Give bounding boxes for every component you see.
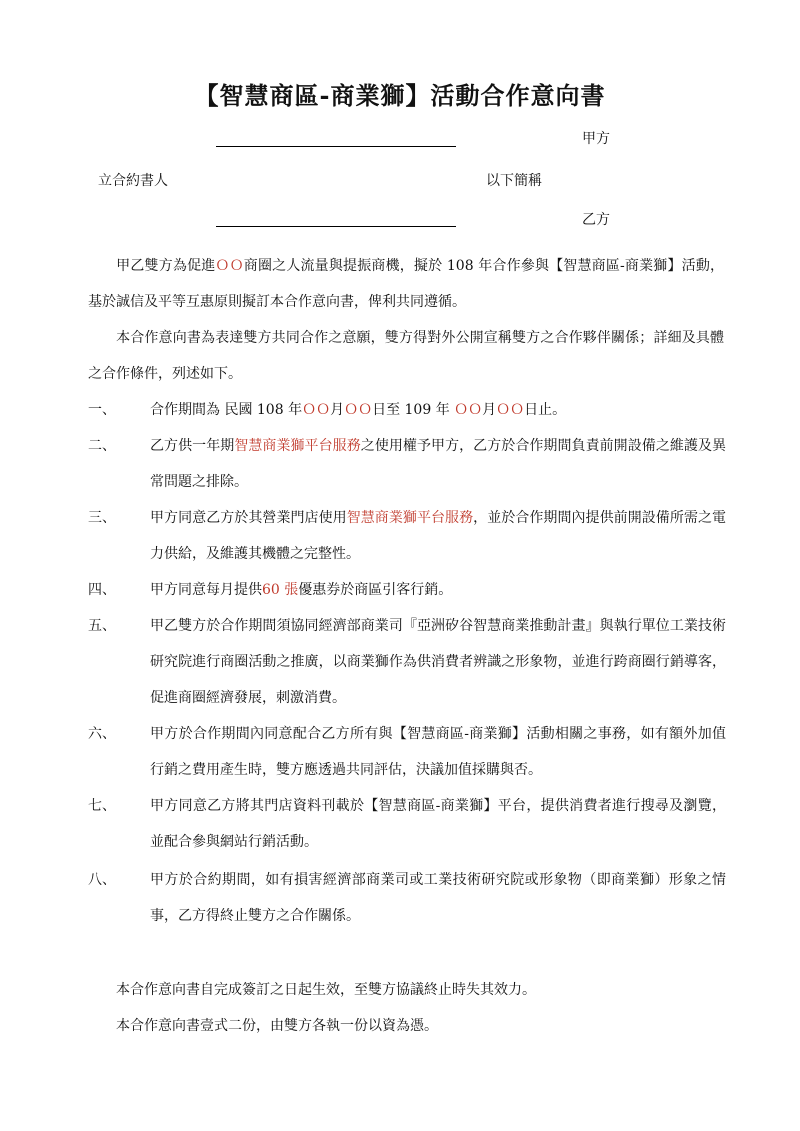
placeholder-district: ＯＯ xyxy=(215,258,244,274)
item-8-text: 甲方於合約期間，如有損害經濟部商業司或工業技術研究院或形象物（即商業獅）形象之情事，乙方得終止雙方之合作關係。 xyxy=(150,872,726,924)
closing-copies: 本合作意向書壹式二份，由雙方各執一份以資為憑。 xyxy=(116,1018,438,1034)
item-number: 四、 xyxy=(88,582,116,598)
item-number: 八、 xyxy=(88,872,116,888)
abbrev-label: 以下簡稱 xyxy=(486,173,542,189)
intro-paragraph-2: 本合作意向書為表達雙方共同合作之意願，雙方得對外公開宣稱雙方之合作夥伴關係；詳細及具體之合作條件，列述如下。 xyxy=(88,330,724,382)
item-3-text: 甲方同意乙方於其營業門店使用智慧商業獅平台服務，並於合作期間內提供前開設備所需之電力供給，及維護其機體之完整性。 xyxy=(150,510,727,562)
item-5-text: 甲乙雙方於合作期間須協同經濟部商業司『亞洲矽谷智慧商業推動計畫』與執行單位工業技術研究院進行商圈活動之推廣，以商業獅作為供消費者辨識之形象物，並進行跨商圈行銷導客，促進商圈經濟發展，刺激消費。 xyxy=(150,618,726,706)
item-number: 六、 xyxy=(88,726,116,742)
closing-effective: 本合作意向書自完成簽訂之日起生效，至雙方協議終止時失其效力。 xyxy=(116,982,536,998)
item-6-text: 甲方於合作期間內同意配合乙方所有與【智慧商區-商業獅】活動相關之事務，如有額外加值行銷之費用產生時，雙方應透過共同評估，決議加值採購與否。 xyxy=(150,726,726,778)
item-2-text: 乙方供一年期智慧商業獅平台服務之使用權予甲方，乙方於合作期間負責前開設備之維護及異常問題之排除。 xyxy=(150,438,727,490)
item-number: 三、 xyxy=(88,510,116,526)
party-b-label: 乙方 xyxy=(582,212,610,228)
party-b-signature-line xyxy=(216,226,456,227)
item-number: 一、 xyxy=(88,402,116,418)
item-7-text: 甲方同意乙方將其門店資料刊載於【智慧商區-商業獅】平台，提供消費者進行搜尋及瀏覽，並配合參與網站行銷活動。 xyxy=(150,798,726,850)
signers-label: 立合約書人 xyxy=(98,173,168,189)
intro-paragraph-1: 甲乙雙方為促進ＯＯ商圈之人流量與提振商機，擬於 108 年合作參與【智慧商區-商業獅】活動，基於誠信及平等互惠原則擬訂本合作意向書，俾利共同遵循。 xyxy=(88,258,724,310)
item-number: 二、 xyxy=(88,438,116,454)
document-title: 【智慧商區-商業獅】活動合作意向書 xyxy=(194,81,606,110)
item-4-text: 甲方同意每月提供60 張優惠券於商區引客行銷。 xyxy=(150,582,453,598)
party-a-label: 甲方 xyxy=(582,131,610,147)
item-1-text: 合作期間為 民國 108 年ＯＯ月ＯＯ日至 109 年 ＯＯ月ＯＯ日止。 xyxy=(150,402,567,418)
item-number: 七、 xyxy=(88,798,116,814)
party-a-signature-line xyxy=(216,146,456,147)
item-number: 五、 xyxy=(88,618,116,634)
